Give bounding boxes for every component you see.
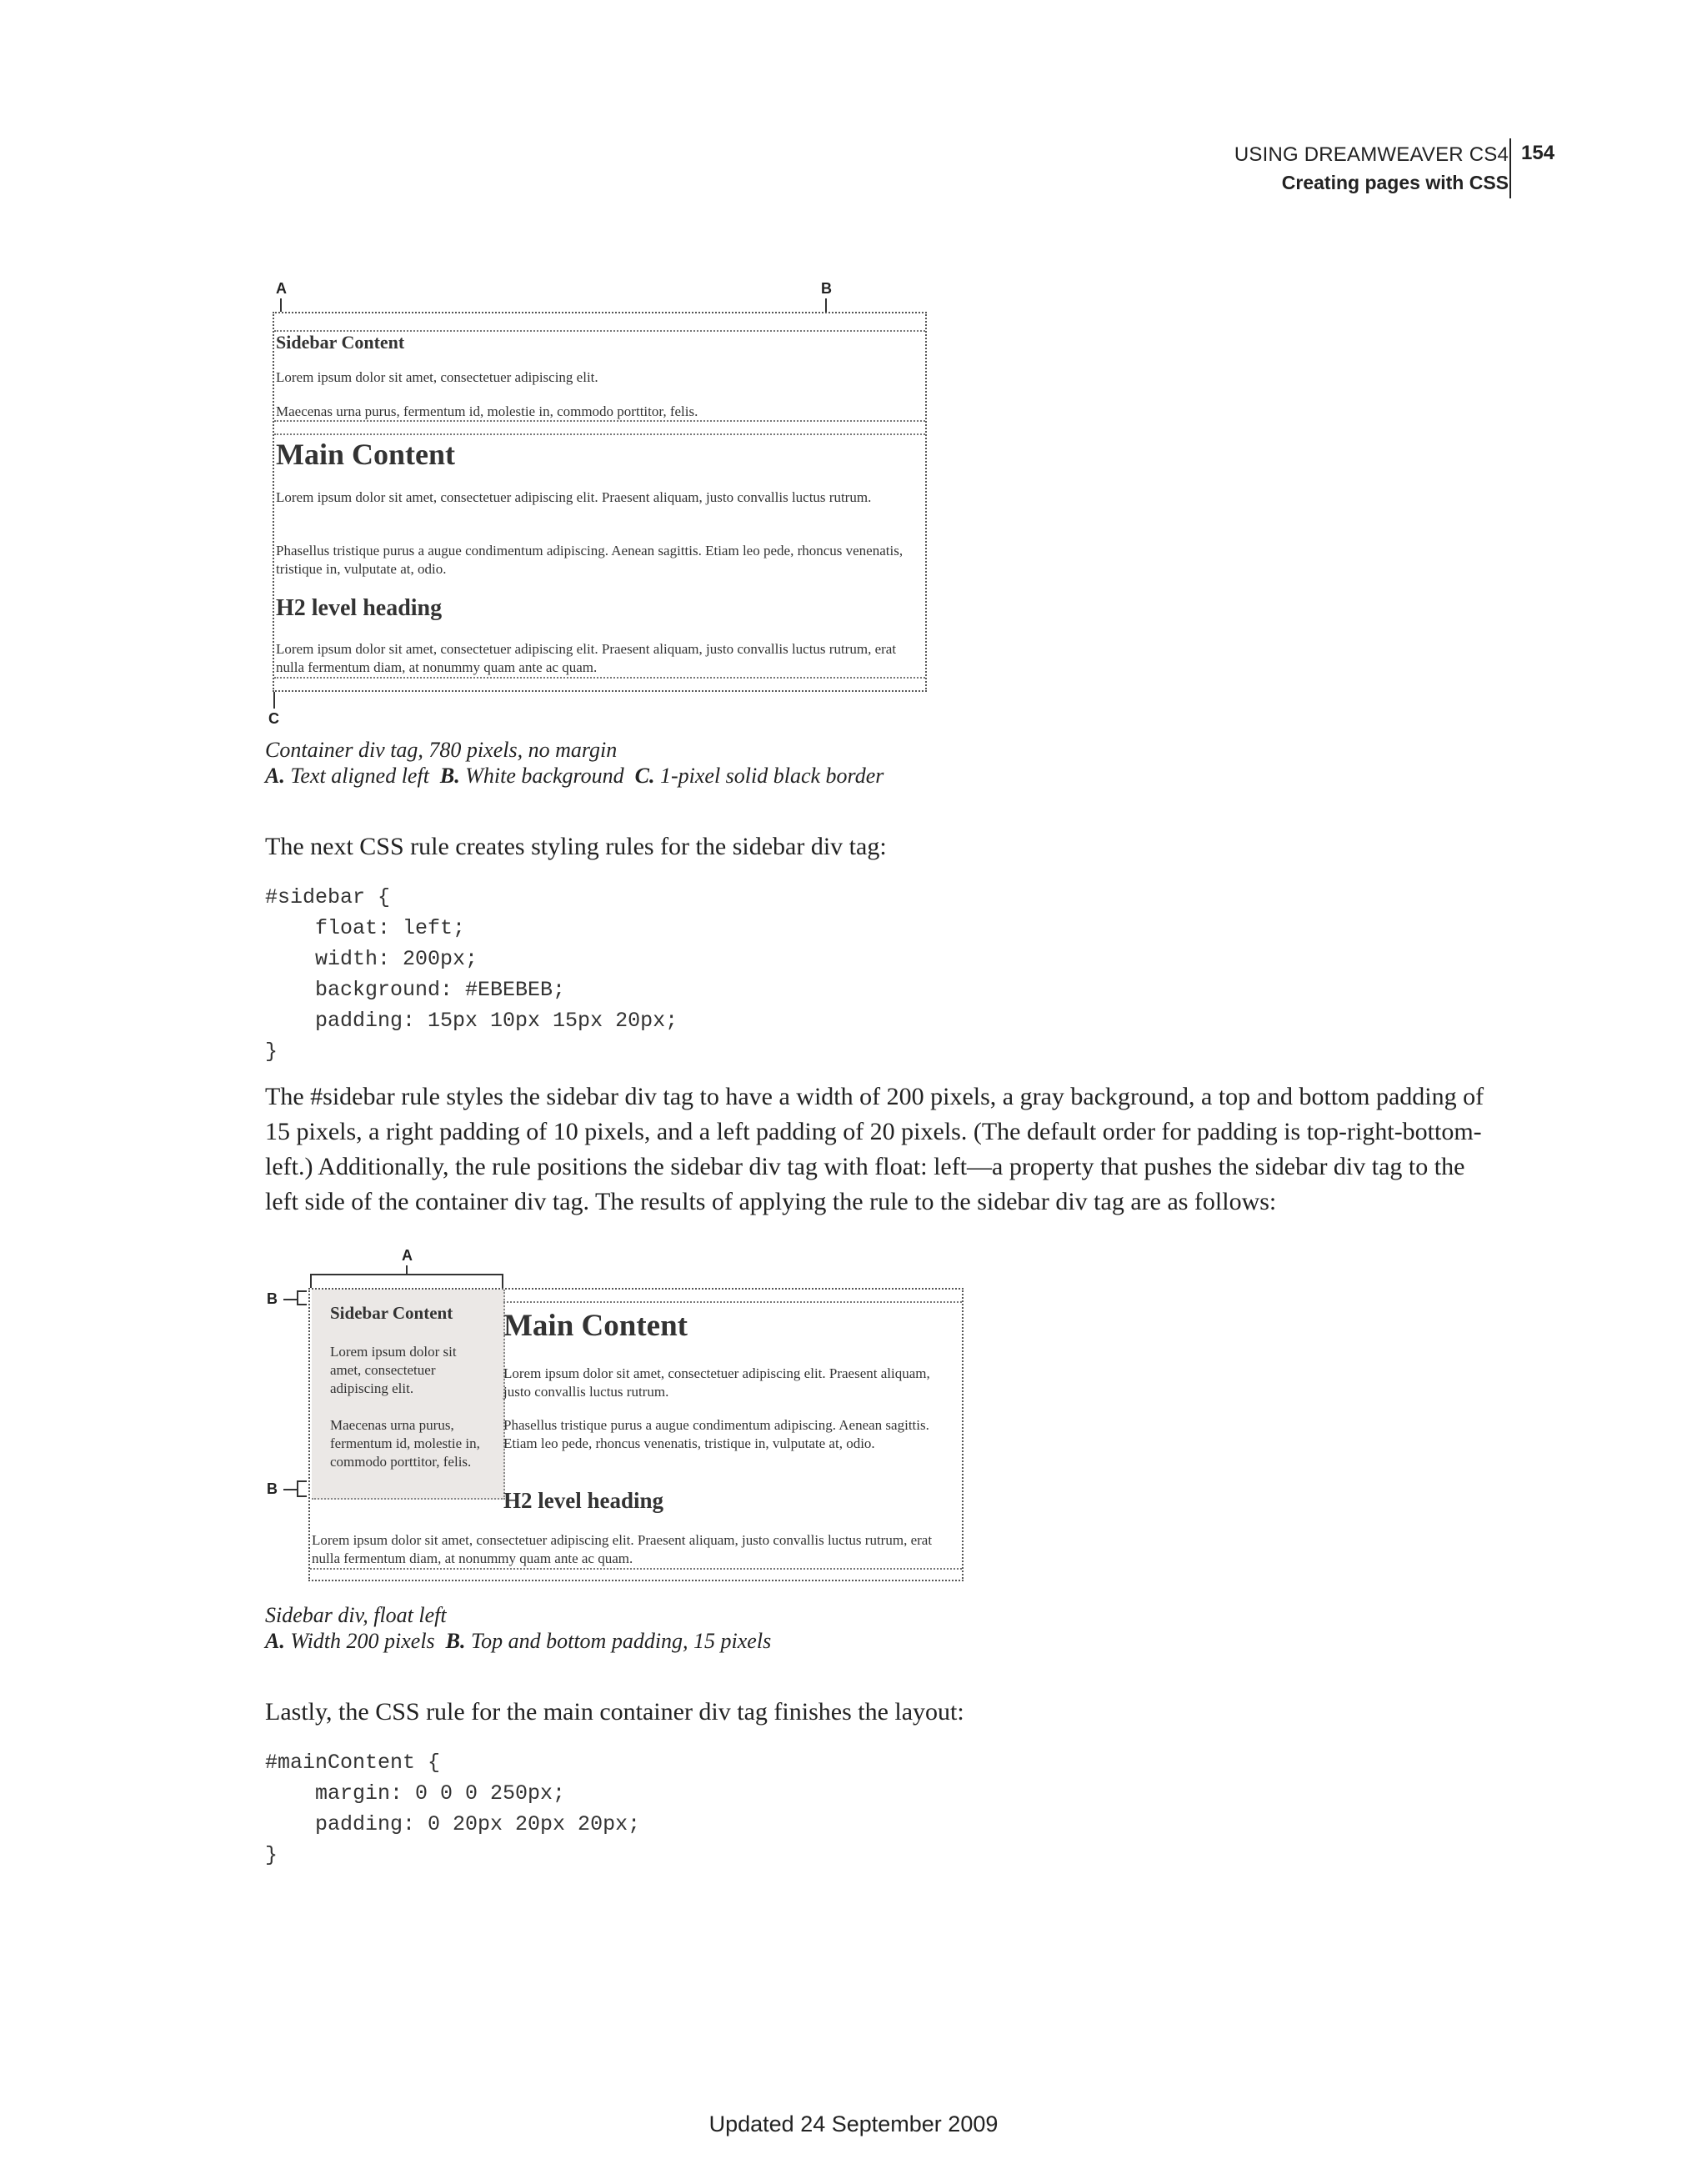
dotted-rule xyxy=(274,433,925,435)
width-bracket-right xyxy=(502,1274,503,1289)
callout-b-leader xyxy=(283,1299,297,1300)
dotted-rule xyxy=(503,1301,962,1303)
callout-c-leader xyxy=(273,692,275,709)
caption-item: Width 200 pixels xyxy=(290,1629,435,1653)
callout-a: A xyxy=(276,280,287,297)
callout-a: A xyxy=(402,1247,413,1264)
page-number: 154 xyxy=(1521,142,1555,164)
fig1-main-p2: Phasellus tristique purus a augue condimentum adipiscing. Aenean sagittis. Etiam leo pede, rhoncus venenatis, tristique in, vulputate at, odio. xyxy=(276,543,904,577)
caption-item: Text aligned left xyxy=(290,764,429,788)
callout-b-top: B xyxy=(267,1290,278,1307)
width-bracket-left xyxy=(310,1274,312,1289)
fig2-sidebar-p2: Maecenas urna purus, fermentum id, molestie in, commodo porttitor, felis. xyxy=(330,1417,480,1470)
padding-bracket-top xyxy=(297,1290,307,1305)
callout-b: B xyxy=(821,280,832,297)
fig1-h2-heading: H2 level heading xyxy=(276,595,443,621)
body-paragraph: Lastly, the CSS rule for the main container div tag finishes the layout: xyxy=(265,1698,964,1726)
caption-key: C. xyxy=(634,764,655,788)
caption-item: 1-pixel solid black border xyxy=(660,764,884,788)
mock-page-container xyxy=(273,312,927,692)
figure-caption-legend xyxy=(265,1628,771,1654)
fig2-main-p2: Phasellus tristique purus a augue condimentum adipiscing. Aenean sagittis. Etiam leo pede, rhoncus venenatis, tristique in, vulputate at, odio. xyxy=(503,1417,929,1451)
fig1-sidebar-heading: Sidebar Content xyxy=(276,332,405,353)
caption-key: A. xyxy=(265,764,285,788)
footer-updated: Updated 24 September 2009 xyxy=(708,2111,999,2136)
callout-b-bottom: B xyxy=(267,1480,278,1497)
fig1-main-p1: Lorem ipsum dolor sit amet, consectetuer adipiscing elit. Praesent aliquam, justo convallis luctus rutrum. xyxy=(276,489,872,505)
fig1-sidebar-p1: Lorem ipsum dolor sit amet, consectetuer adipiscing elit. xyxy=(276,369,598,385)
code-block: #sidebar { float: left; width: 200px; background: #EBEBEB; padding: 15px 10px 15px 20px; } xyxy=(265,885,678,1064)
caption-item: White background xyxy=(465,764,624,788)
code-block: #mainContent { margin: 0 0 0 250px; padding: 0 20px 20px 20px; } xyxy=(265,1751,641,1867)
running-header-subtitle: Creating pages with CSS xyxy=(1281,172,1509,193)
body-paragraph: The next CSS rule creates styling rules for the sidebar div tag: xyxy=(265,833,887,860)
padding-bracket-bottom xyxy=(297,1480,307,1497)
figure-caption-title: Sidebar div, float left xyxy=(265,1603,447,1627)
figure-caption-title: Container div tag, 780 pixels, no margin xyxy=(265,738,618,762)
fig2-main-p1: Lorem ipsum dolor sit amet, consectetuer adipiscing elit. Praesent aliquam, justo convallis luctus rutrum. xyxy=(503,1365,930,1400)
caption-key: B. xyxy=(439,764,460,788)
running-header-title: USING DREAMWEAVER CS4 xyxy=(1234,143,1509,166)
fig2-h2-heading: H2 level heading xyxy=(503,1488,664,1513)
fig2-sidebar-heading: Sidebar Content xyxy=(330,1303,453,1323)
dotted-rule xyxy=(274,420,925,422)
header-divider xyxy=(1509,138,1511,198)
fig2-main-heading: Main Content xyxy=(503,1309,688,1343)
caption-key: A. xyxy=(265,1629,285,1653)
dotted-rule xyxy=(274,677,925,679)
fig1-main-heading: Main Content xyxy=(276,438,455,471)
fig2-sidebar-p1: Lorem ipsum dolor sit amet, consectetuer adipiscing elit. xyxy=(330,1344,457,1396)
body-paragraph: The #sidebar rule styles the sidebar div tag to have a width of 200 pixels, a gray background, a top and bottom padding of 15 pixels, a right padding of 10 pixels, and a left padding of 20 pixels. (The default order for padding is top-right-bottom-left.) Additionally, the rule positions the sidebar div tag with float: left—a property that pushes the sidebar div tag to the left side of the container div tag. The results of applying the rule to the sidebar div tag are as follows: xyxy=(265,1083,1484,1215)
fig2-h2-p: Lorem ipsum dolor sit amet, consectetuer adipiscing elit. Praesent aliquam, justo convallis luctus rutrum, erat nulla fermentum diam, at nonummy quam ante ac quam. xyxy=(312,1532,933,1566)
caption-item: Top and bottom padding, 15 pixels xyxy=(471,1629,772,1653)
caption-key: B. xyxy=(445,1629,466,1653)
fig1-sidebar-p2: Maecenas urna purus, fermentum id, molestie in, commodo porttitor, felis. xyxy=(276,403,698,419)
sidebar-div xyxy=(312,1290,505,1500)
fig1-h2-p: Lorem ipsum dolor sit amet, consectetuer adipiscing elit. Praesent aliquam, justo convallis luctus rutrum, erat nulla fermentum diam, at nonummy quam ante ac quam. xyxy=(276,641,897,675)
dotted-rule xyxy=(310,1568,962,1570)
figure-caption-legend xyxy=(265,763,884,789)
width-bracket-tick xyxy=(406,1265,408,1275)
mock-page-container xyxy=(308,1288,964,1581)
callout-b-leader xyxy=(283,1489,297,1490)
callout-c: C xyxy=(268,710,279,727)
